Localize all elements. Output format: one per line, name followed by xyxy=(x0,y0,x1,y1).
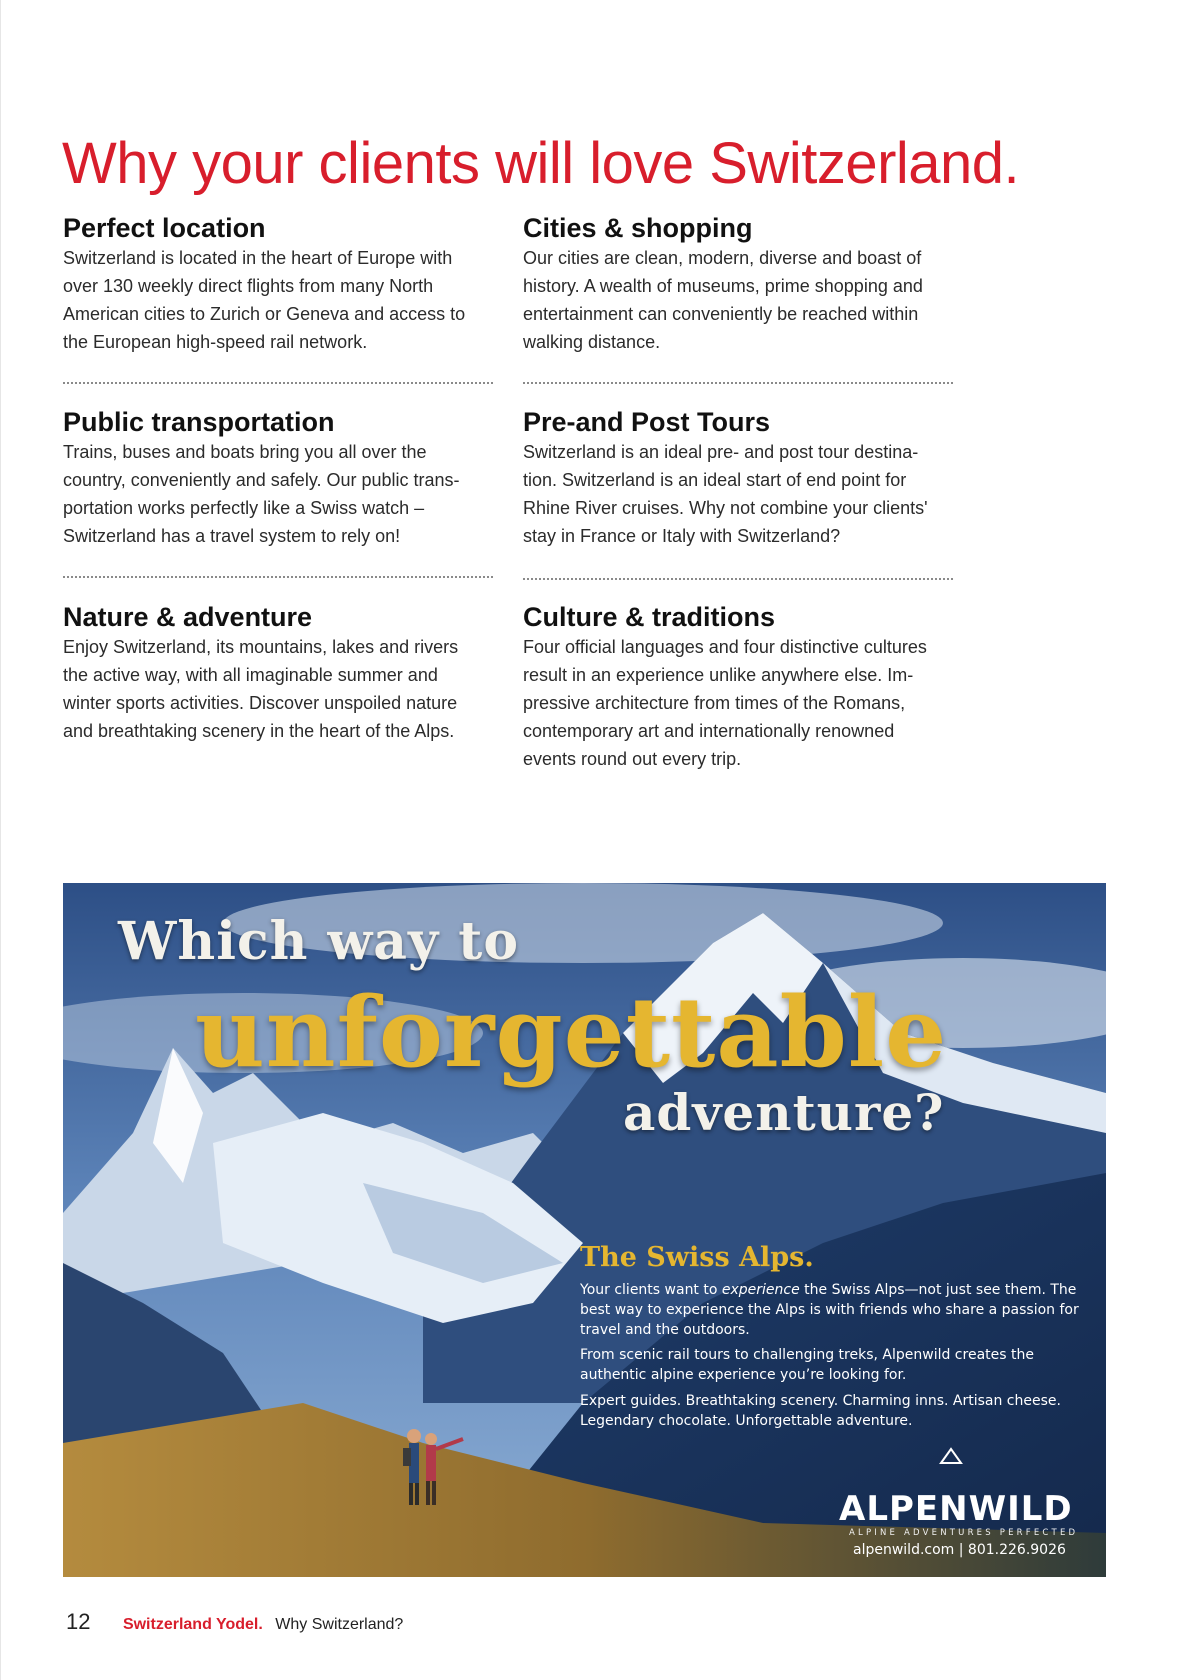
page-footer xyxy=(66,1609,403,1635)
section-nature-adventure xyxy=(63,601,493,745)
ad-headline-line3: adventure? xyxy=(623,1083,945,1142)
section-body: Our cities are clean, modern, diverse and boast of history. A wealth of museums, prime shopping and entertainment can conveniently be reached within walking distance. xyxy=(523,248,923,352)
ad-headline-line1: Which way to xyxy=(118,911,520,972)
section-culture-traditions xyxy=(523,601,953,773)
section-divider xyxy=(523,382,953,384)
publication-name: Switzerland Yodel. xyxy=(122,1616,263,1633)
ad-paragraph-2: From scenic rail tours to challenging treks, Alpenwild creates the authentic alpine experience you’re looking for. xyxy=(580,1347,1034,1383)
section-body: Four official languages and four distinctive cultures result in an experience unlike anywhere else. Im- pressive architecture from times of the Romans, contemporary art and internationally renowned events round out every trip. xyxy=(523,637,927,769)
page-edge xyxy=(0,0,1,1680)
section-body: Enjoy Switzerland, its mountains, lakes and rivers the active way, with all imaginable summer and winter sports activities. Discover unspoiled nature and breathtaking scenery in the heart of the Alps. xyxy=(63,637,459,741)
section-body: Trains, buses and boats bring you all over the country, conveniently and safely. Our public trans- portation works perfectly like a Swiss watch – Switzerland has a travel system to rely on! xyxy=(63,442,460,546)
ad-paragraph-3: Expert guides. Breathtaking scenery. Charming inns. Artisan cheese. Legendary chocolate. Unforgettable adventure. xyxy=(580,1393,1061,1429)
ad-paragraph-1-start: Your clients want to xyxy=(580,1282,722,1298)
ad-paragraph-1-emphasis: experience xyxy=(721,1282,800,1298)
alpenwild-advertisement[interactable] xyxy=(63,883,1106,1577)
section-perfect-location xyxy=(63,212,493,356)
section-cities-shopping xyxy=(523,212,953,356)
ad-headline-line2: unforgettable xyxy=(195,976,948,1089)
section-pre-post-tours xyxy=(523,406,953,550)
section-title: Perfect location xyxy=(63,213,266,243)
ad-subhead: The Swiss Alps. xyxy=(580,1242,814,1273)
section-divider xyxy=(523,578,953,580)
section-title: Nature & adventure xyxy=(63,602,313,632)
section-title: Culture & traditions xyxy=(523,602,776,632)
ad-paragraph-1-end: the Swiss Alps—not just see them. The best way to experience the Alps is with friends who share a passion for travel and the outdoors. xyxy=(580,1282,1079,1338)
section-title: Cities & shopping xyxy=(523,213,753,243)
section-title: Pre-and Post Tours xyxy=(523,407,771,437)
ad-contact-link[interactable]: alpenwild.com | 801.226.9026 xyxy=(853,1542,1066,1558)
section-public-transportation xyxy=(63,406,493,550)
ad-paragraph-1 xyxy=(580,1280,1080,1340)
section-name: Why Switzerland? xyxy=(275,1616,404,1633)
page-number: 12 xyxy=(66,1609,91,1634)
alpenwild-logo: ALPENWILD xyxy=(839,1489,1073,1529)
section-divider xyxy=(63,576,493,578)
section-title: Public transportation xyxy=(63,407,335,437)
section-body: Switzerland is an ideal pre- and post tour destina- tion. Switzerland is an ideal start of end point for Rhine River cruises. Why not combine your clients' stay in France or Italy with Switzerland? xyxy=(523,442,928,546)
section-body: Switzerland is located in the heart of Europe with over 130 weekly direct flights from many North American cities to Zurich or Geneva and access to the European high-speed rail network. xyxy=(63,248,466,352)
logo-tagline: ALPINE ADVENTURES PERFECTED xyxy=(849,1528,1079,1538)
section-divider xyxy=(63,382,493,384)
page-headline: Why your clients will love Switzerland. xyxy=(62,131,1020,196)
